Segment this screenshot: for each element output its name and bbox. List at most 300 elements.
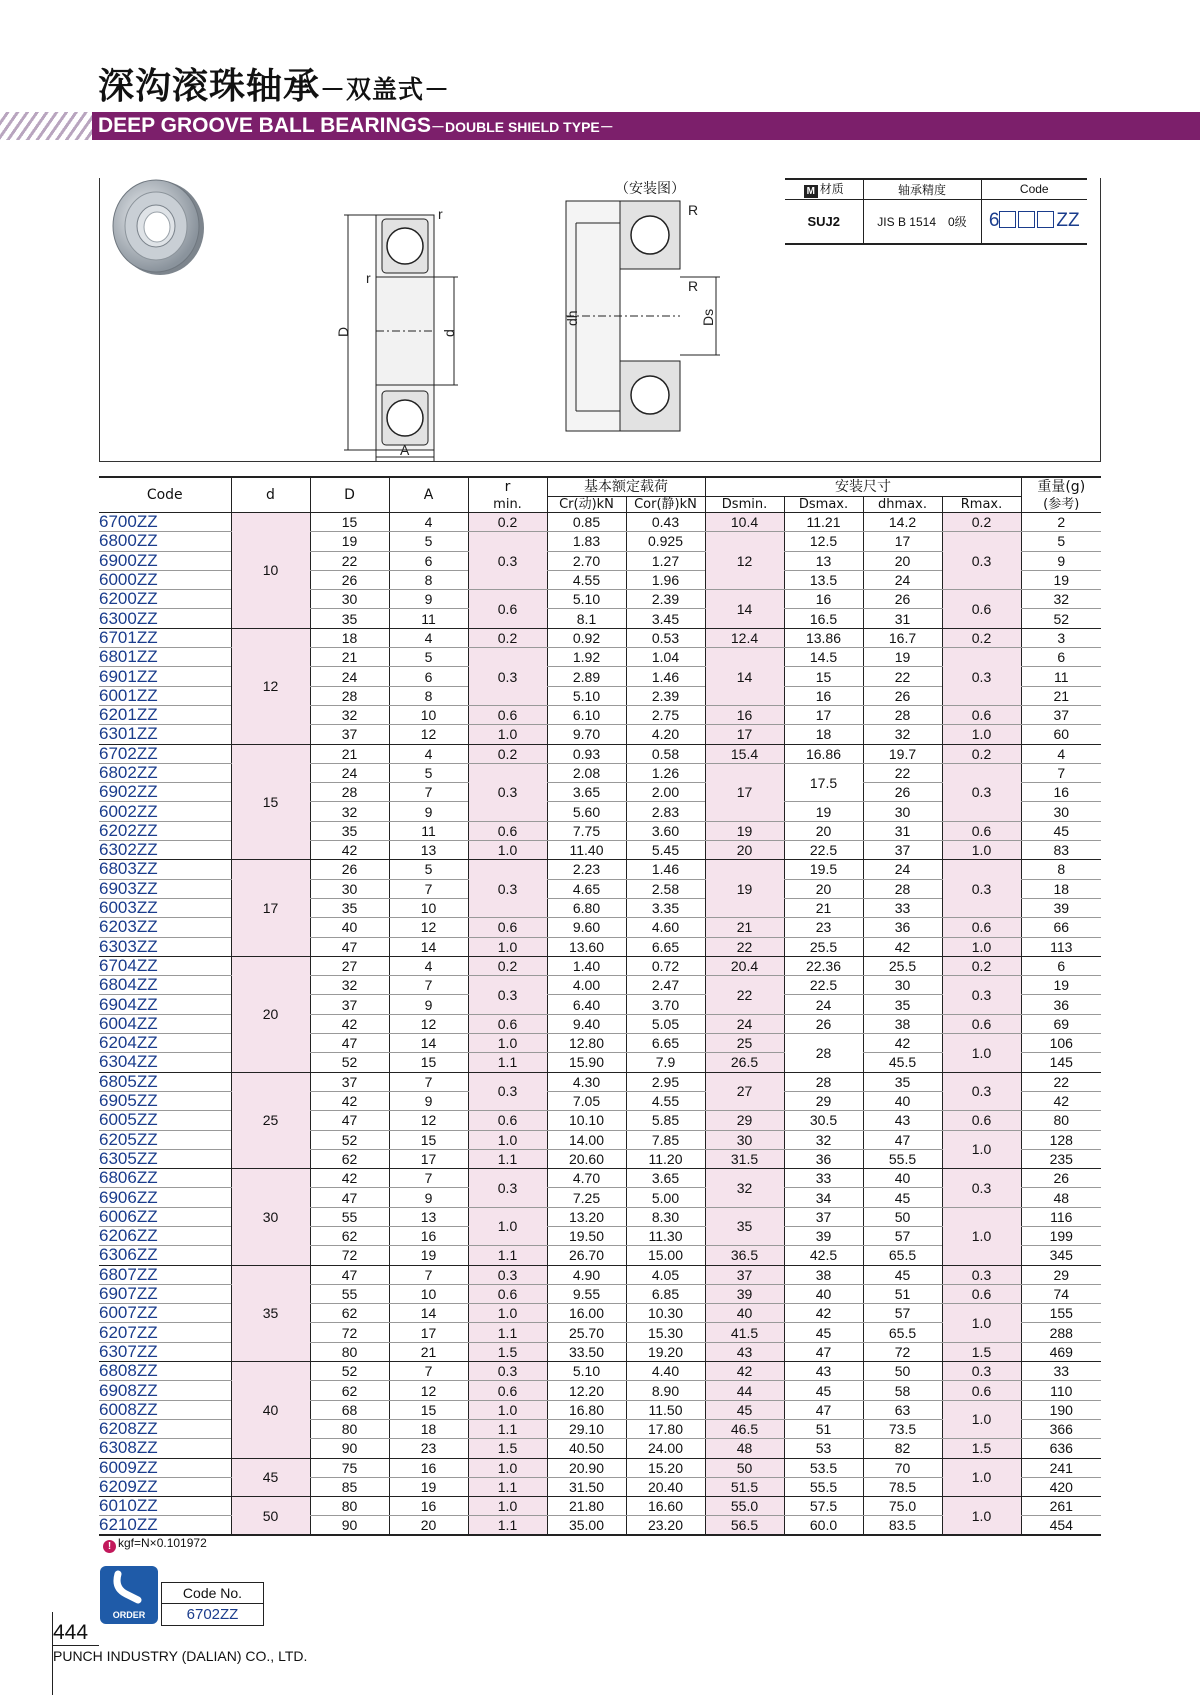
table-cell: 72: [310, 1323, 389, 1342]
table-cell: 20: [231, 956, 310, 1072]
table-cell: 53: [784, 1439, 863, 1458]
table-cell: 6701ZZ: [99, 628, 231, 647]
table-cell: 26: [310, 570, 389, 589]
table-cell: 0.92: [547, 628, 626, 647]
table-cell: 9: [389, 1188, 468, 1207]
table-cell: 50: [863, 1362, 942, 1381]
table-cell: 0.6: [942, 1284, 1021, 1303]
table-cell: 6308ZZ: [99, 1439, 231, 1458]
table-cell: 6804ZZ: [99, 976, 231, 995]
table-cell: 9: [1021, 551, 1101, 570]
table-cell: 12: [389, 1381, 468, 1400]
table-cell: 9: [389, 995, 468, 1014]
table-cell: 19: [1021, 976, 1101, 995]
table-cell: 6901ZZ: [99, 667, 231, 686]
table-cell: 38: [784, 1265, 863, 1284]
table-cell: 21: [1021, 686, 1101, 705]
material-icon: M: [804, 185, 818, 198]
table-cell: 75.0: [863, 1497, 942, 1516]
table-cell: 6: [389, 551, 468, 570]
table-cell: 5.10: [547, 1362, 626, 1381]
table-row: [99, 1169, 1101, 1188]
table-cell: 0.3: [468, 860, 547, 918]
table-cell: 6305ZZ: [99, 1149, 231, 1168]
table-cell: 45: [784, 1381, 863, 1400]
table-cell: 50: [231, 1497, 310, 1536]
table-cell: 1.1: [468, 1419, 547, 1438]
table-cell: 6306ZZ: [99, 1246, 231, 1265]
table-cell: 235: [1021, 1149, 1101, 1168]
table-cell: 6003ZZ: [99, 898, 231, 917]
table-cell: 1.0: [942, 725, 1021, 744]
table-cell: 26: [1021, 1169, 1101, 1188]
table-cell: 9: [389, 590, 468, 609]
table-cell: 12.5: [784, 532, 863, 551]
table-cell: 24: [863, 860, 942, 879]
table-cell: 69: [1021, 1014, 1101, 1033]
table-cell: 155: [1021, 1304, 1101, 1323]
table-cell: 47: [310, 1265, 389, 1284]
table-cell: 1.0: [942, 1458, 1021, 1497]
table-cell: 110: [1021, 1381, 1101, 1400]
table-cell: 6201ZZ: [99, 705, 231, 724]
table-cell: 47: [310, 1188, 389, 1207]
table-cell: 0.3: [942, 532, 1021, 590]
table-cell: 1.46: [626, 860, 705, 879]
table-cell: 30: [705, 1130, 784, 1149]
table-cell: 12.20: [547, 1381, 626, 1400]
table-cell: 55.5: [863, 1149, 942, 1168]
table-cell: 0.3: [468, 1265, 547, 1284]
table-cell: 35: [705, 1207, 784, 1246]
note-icon: !: [103, 1540, 116, 1553]
table-cell: 0.3: [468, 976, 547, 1015]
table-cell: 24.00: [626, 1439, 705, 1458]
table-cell: 16: [389, 1458, 468, 1477]
table-cell: 80: [310, 1497, 389, 1516]
table-cell: 6900ZZ: [99, 551, 231, 570]
table-cell: 51: [863, 1284, 942, 1303]
table-cell: 35.00: [547, 1516, 626, 1536]
table-cell: 4: [389, 744, 468, 763]
table-cell: 0.2: [468, 628, 547, 647]
title-en-text: DEEP GROOVE BALL BEARINGS: [98, 114, 431, 137]
table-cell: 20.60: [547, 1149, 626, 1168]
table-cell: 28: [784, 1034, 863, 1073]
table-cell: 1.0: [942, 937, 1021, 956]
table-cell: 0.3: [942, 648, 1021, 706]
table-cell: 1.5: [942, 1342, 1021, 1361]
col-dhmax: dhmax.: [863, 497, 942, 513]
table-cell: 12: [389, 725, 468, 744]
col-A: A: [389, 477, 468, 513]
table-cell: 42: [705, 1362, 784, 1381]
col-weight-ref: (参考): [1021, 497, 1101, 513]
table-cell: 6801ZZ: [99, 648, 231, 667]
col-install-group: 安装尺寸: [705, 477, 1021, 497]
table-cell: 6907ZZ: [99, 1284, 231, 1303]
table-cell: 42: [863, 1034, 942, 1053]
table-cell: 1.1: [468, 1323, 547, 1342]
table-cell: 1.5: [468, 1439, 547, 1458]
material-header: M 材质: [785, 179, 863, 199]
table-cell: 37: [784, 1207, 863, 1226]
table-cell: 6906ZZ: [99, 1188, 231, 1207]
table-cell: 90: [310, 1439, 389, 1458]
table-cell: 35: [863, 1072, 942, 1091]
table-cell: 1.40: [547, 956, 626, 975]
table-cell: 2.58: [626, 879, 705, 898]
table-cell: 6002ZZ: [99, 802, 231, 821]
table-cell: 37: [863, 841, 942, 860]
table-cell: 2.00: [626, 783, 705, 802]
table-cell: 4.65: [547, 879, 626, 898]
col-r: r: [468, 477, 547, 497]
table-cell: 1.0: [942, 1400, 1021, 1439]
table-cell: 26: [784, 1014, 863, 1033]
table-cell: 42: [310, 1169, 389, 1188]
table-cell: 241: [1021, 1458, 1101, 1477]
table-cell: 1.96: [626, 570, 705, 589]
table-cell: 35: [310, 821, 389, 840]
table-cell: 3.45: [626, 609, 705, 628]
table-cell: 47: [310, 1111, 389, 1130]
table-cell: 4: [1021, 744, 1101, 763]
table-cell: 28: [784, 1072, 863, 1091]
table-cell: 10: [231, 513, 310, 629]
title-cn-text: 深沟滚珠轴承: [98, 66, 321, 107]
table-cell: 10.4: [705, 513, 784, 532]
table-cell: 469: [1021, 1342, 1101, 1361]
table-cell: 14: [705, 590, 784, 629]
table-cell: 28: [863, 879, 942, 898]
table-cell: 6.65: [626, 1034, 705, 1053]
table-cell: 18: [1021, 879, 1101, 898]
table-cell: 12: [389, 1014, 468, 1033]
table-cell: 8: [389, 570, 468, 589]
table-cell: 4.60: [626, 918, 705, 937]
table-cell: 30: [231, 1169, 310, 1265]
table-cell: 83.5: [863, 1516, 942, 1536]
table-cell: 5: [389, 532, 468, 551]
table-cell: 261: [1021, 1497, 1101, 1516]
installation-drawing: [560, 195, 735, 450]
table-cell: 66: [1021, 918, 1101, 937]
table-cell: 1.0: [468, 1458, 547, 1477]
table-cell: 24: [863, 570, 942, 589]
table-cell: 6210ZZ: [99, 1516, 231, 1536]
table-cell: 24: [310, 763, 389, 782]
table-cell: 0.2: [942, 628, 1021, 647]
table-cell: 31.50: [547, 1477, 626, 1496]
label-Ds: Ds: [700, 308, 716, 326]
table-cell: 1.1: [468, 1516, 547, 1536]
table-cell: 7: [389, 976, 468, 995]
table-cell: 14: [389, 1304, 468, 1323]
table-cell: 6908ZZ: [99, 1381, 231, 1400]
table-cell: 6006ZZ: [99, 1207, 231, 1226]
table-cell: 113: [1021, 937, 1101, 956]
table-cell: 6802ZZ: [99, 763, 231, 782]
table-cell: 7: [389, 1169, 468, 1188]
table-cell: 6010ZZ: [99, 1497, 231, 1516]
table-cell: 0.6: [942, 705, 1021, 724]
title-en-sub: －DOUBLE SHIELD TYPE－: [430, 119, 614, 135]
table-cell: 41.5: [705, 1323, 784, 1342]
table-cell: 45: [863, 1188, 942, 1207]
table-cell: 0.6: [468, 1381, 547, 1400]
table-cell: 4.90: [547, 1265, 626, 1284]
table-cell: 6303ZZ: [99, 937, 231, 956]
table-cell: 6700ZZ: [99, 513, 231, 532]
table-cell: 22: [310, 551, 389, 570]
table-cell: 33.50: [547, 1342, 626, 1361]
table-cell: 0.6: [942, 1111, 1021, 1130]
table-cell: 0.6: [468, 590, 547, 629]
table-cell: 72: [863, 1342, 942, 1361]
table-cell: 0.2: [468, 956, 547, 975]
table-cell: 20.4: [705, 956, 784, 975]
table-cell: 8.90: [626, 1381, 705, 1400]
col-r-min: min.: [468, 497, 547, 513]
table-cell: 19: [310, 532, 389, 551]
table-cell: 30: [863, 976, 942, 995]
label-dh: dh: [564, 310, 580, 326]
table-cell: 50: [863, 1207, 942, 1226]
table-cell: 5.10: [547, 686, 626, 705]
table-cell: 22.5: [784, 841, 863, 860]
table-cell: 15: [784, 667, 863, 686]
table-cell: 6702ZZ: [99, 744, 231, 763]
table-cell: 1.0: [942, 1497, 1021, 1536]
title-cn-sub: －双盖式－: [320, 75, 451, 104]
table-cell: 0.3: [468, 648, 547, 706]
table-cell: 35: [310, 609, 389, 628]
table-cell: 1.04: [626, 648, 705, 667]
table-cell: 6.85: [626, 1284, 705, 1303]
table-cell: 26.5: [705, 1053, 784, 1072]
table-cell: 0.2: [942, 956, 1021, 975]
table-cell: 5.60: [547, 802, 626, 821]
table-cell: 45: [784, 1323, 863, 1342]
hatch-decoration: [0, 112, 100, 140]
table-cell: 51.5: [705, 1477, 784, 1496]
table-cell: 7: [389, 783, 468, 802]
table-cell: 1.0: [468, 1497, 547, 1516]
table-cell: 62: [310, 1381, 389, 1400]
table-cell: 78.5: [863, 1477, 942, 1496]
table-cell: 26: [863, 686, 942, 705]
table-cell: 0.2: [468, 513, 547, 532]
table-cell: 7.25: [547, 1188, 626, 1207]
table-cell: 145: [1021, 1053, 1101, 1072]
table-cell: 0.6: [942, 1014, 1021, 1033]
table-cell: 44: [705, 1381, 784, 1400]
table-cell: 0.6: [468, 1014, 547, 1033]
table-cell: 6009ZZ: [99, 1458, 231, 1477]
table-cell: 0.6: [468, 918, 547, 937]
table-cell: 26: [863, 590, 942, 609]
table-cell: 47: [310, 937, 389, 956]
table-cell: 37: [1021, 705, 1101, 724]
table-cell: 8.30: [626, 1207, 705, 1226]
table-cell: 45: [1021, 821, 1101, 840]
table-cell: 0.58: [626, 744, 705, 763]
table-cell: 4.55: [626, 1091, 705, 1110]
table-cell: 13: [784, 551, 863, 570]
table-cell: 17: [231, 860, 310, 956]
table-cell: 16.60: [626, 1497, 705, 1516]
table-cell: 5.85: [626, 1111, 705, 1130]
table-row: [99, 1362, 1101, 1381]
table-cell: 0.72: [626, 956, 705, 975]
title-en-bar: [92, 112, 1200, 140]
table-cell: 0.3: [942, 976, 1021, 1015]
table-cell: 2.39: [626, 590, 705, 609]
table-cell: 42: [310, 1091, 389, 1110]
table-cell: 16: [784, 590, 863, 609]
col-dsmin: Dsmin.: [705, 497, 784, 513]
label-D: D: [335, 326, 351, 337]
table-cell: 29.10: [547, 1419, 626, 1438]
table-cell: 25.5: [784, 937, 863, 956]
table-cell: 1.0: [468, 1034, 547, 1053]
table-cell: 1.1: [468, 1149, 547, 1168]
table-cell: 19: [784, 802, 863, 821]
table-cell: 10: [389, 898, 468, 917]
table-cell: 34: [784, 1188, 863, 1207]
table-cell: 12: [389, 918, 468, 937]
table-cell: 1.1: [468, 1477, 547, 1496]
table-cell: 0.6: [942, 821, 1021, 840]
table-row: [99, 744, 1101, 763]
table-cell: 6803ZZ: [99, 860, 231, 879]
table-cell: 0.6: [942, 590, 1021, 629]
table-cell: 16: [1021, 783, 1101, 802]
label-R-top: R: [688, 202, 699, 218]
table-cell: 6704ZZ: [99, 956, 231, 975]
table-cell: 20.90: [547, 1458, 626, 1477]
table-cell: 9.70: [547, 725, 626, 744]
table-cell: 58: [863, 1381, 942, 1400]
table-cell: 12: [705, 532, 784, 590]
table-cell: 42: [310, 841, 389, 860]
code-no-label: Code No.: [162, 1583, 263, 1604]
table-cell: 6.10: [547, 705, 626, 724]
table-cell: 20: [863, 551, 942, 570]
table-cell: 24: [310, 667, 389, 686]
col-code: Code: [99, 477, 231, 513]
table-cell: 15: [389, 1400, 468, 1419]
table-cell: 11.50: [626, 1400, 705, 1419]
table-cell: 16.00: [547, 1304, 626, 1323]
table-cell: 42: [310, 1014, 389, 1033]
table-cell: 17: [784, 705, 863, 724]
table-cell: 7.05: [547, 1091, 626, 1110]
table-cell: 42: [1021, 1091, 1101, 1110]
table-cell: 16.5: [784, 609, 863, 628]
table-cell: 25.5: [863, 956, 942, 975]
table-cell: 35: [310, 898, 389, 917]
table-cell: 80: [1021, 1111, 1101, 1130]
table-cell: 2: [1021, 513, 1101, 532]
table-cell: 57.5: [784, 1497, 863, 1516]
table-cell: 15: [231, 744, 310, 860]
table-cell: 5.10: [547, 590, 626, 609]
table-cell: 6.40: [547, 995, 626, 1014]
table-cell: 6905ZZ: [99, 1091, 231, 1110]
table-cell: 3.65: [547, 783, 626, 802]
table-cell: 4.70: [547, 1169, 626, 1188]
table-cell: 19: [389, 1477, 468, 1496]
table-cell: 2.39: [626, 686, 705, 705]
col-cr: Cr(动)kN: [547, 497, 626, 513]
table-cell: 29: [784, 1091, 863, 1110]
table-cell: 8: [1021, 860, 1101, 879]
table-cell: 14: [389, 1034, 468, 1053]
bearing-photo: [108, 178, 208, 278]
table-cell: 1.83: [547, 532, 626, 551]
table-cell: 45: [231, 1458, 310, 1497]
table-cell: 2.89: [547, 667, 626, 686]
table-cell: 21: [705, 918, 784, 937]
table-cell: 85: [310, 1477, 389, 1496]
table-cell: 366: [1021, 1419, 1101, 1438]
table-cell: 29: [705, 1111, 784, 1130]
table-cell: 30: [310, 879, 389, 898]
table-cell: 16.80: [547, 1400, 626, 1419]
table-cell: 28: [310, 783, 389, 802]
table-cell: 21: [310, 744, 389, 763]
table-cell: 43: [863, 1111, 942, 1130]
table-cell: 6208ZZ: [99, 1419, 231, 1438]
table-cell: 26: [863, 783, 942, 802]
table-cell: 4: [389, 628, 468, 647]
table-cell: 0.3: [468, 1169, 547, 1208]
code-no-box: [161, 1582, 264, 1626]
table-cell: 10.30: [626, 1304, 705, 1323]
table-cell: 23: [389, 1439, 468, 1458]
table-cell: 16: [784, 686, 863, 705]
table-cell: 6008ZZ: [99, 1400, 231, 1419]
table-cell: 190: [1021, 1400, 1101, 1419]
table-cell: 1.0: [468, 841, 547, 860]
table-cell: 2.83: [626, 802, 705, 821]
table-cell: 47: [784, 1400, 863, 1419]
table-cell: 2.08: [547, 763, 626, 782]
col-d: d: [231, 477, 310, 513]
table-cell: 0.3: [942, 1072, 1021, 1111]
table-cell: 35: [231, 1265, 310, 1361]
table-cell: 57: [863, 1304, 942, 1323]
table-cell: 37: [310, 995, 389, 1014]
table-cell: 60: [1021, 725, 1101, 744]
table-cell: 0.3: [942, 763, 1021, 821]
table-cell: 13.86: [784, 628, 863, 647]
table-cell: 1.0: [468, 1207, 547, 1246]
table-cell: 43: [784, 1362, 863, 1381]
table-cell: 30.5: [784, 1111, 863, 1130]
table-cell: 32: [863, 725, 942, 744]
table-cell: 33: [1021, 1362, 1101, 1381]
table-cell: 15.4: [705, 744, 784, 763]
order-icon: ORDER: [100, 1566, 158, 1624]
table-cell: 31: [863, 609, 942, 628]
table-cell: 7.75: [547, 821, 626, 840]
table-cell: 0.6: [468, 821, 547, 840]
table-cell: 22.36: [784, 956, 863, 975]
table-cell: 1.26: [626, 763, 705, 782]
